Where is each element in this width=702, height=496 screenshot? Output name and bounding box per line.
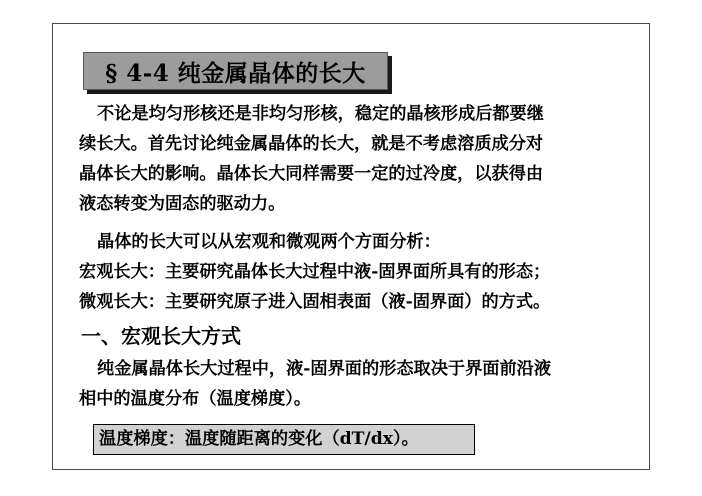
paragraph-line: 纯金属晶体长大过程中，液-固界面的形态取决于界面前沿液	[97, 359, 552, 379]
paragraph-line: 微观长大：主要研究原子进入固相表面（液-固界面）的方式。	[79, 292, 551, 312]
paragraph-line: 晶体的长大可以从宏观和微观两个方面分析：	[97, 232, 441, 252]
slide-title: § 4-4 纯金属晶体的长大	[83, 52, 388, 90]
paragraph-line: 晶体长大的影响。晶体长大同样需要一定的过冷度，以获得由	[79, 164, 544, 184]
slide	[52, 23, 650, 470]
paragraph-line: 相中的温度分布（温度梯度）。	[79, 389, 312, 409]
title-banner	[83, 52, 388, 90]
paragraph-line: 液态转变为固态的驱动力。	[79, 194, 286, 214]
definition-box: 温度梯度：温度随距离的变化（dT/dx）。	[93, 424, 475, 455]
paragraph-line: 不论是均匀形核还是非均匀形核，稳定的晶核形成后都要继	[97, 104, 544, 124]
paragraph-line: 续长大。首先讨论纯金属晶体的长大，就是不考虑溶质成分对	[79, 134, 544, 154]
paragraph-line: 宏观长大：主要研究晶体长大过程中液-固界面所具有的形态；	[79, 262, 551, 282]
section-heading: 一、宏观长大方式	[81, 324, 241, 348]
